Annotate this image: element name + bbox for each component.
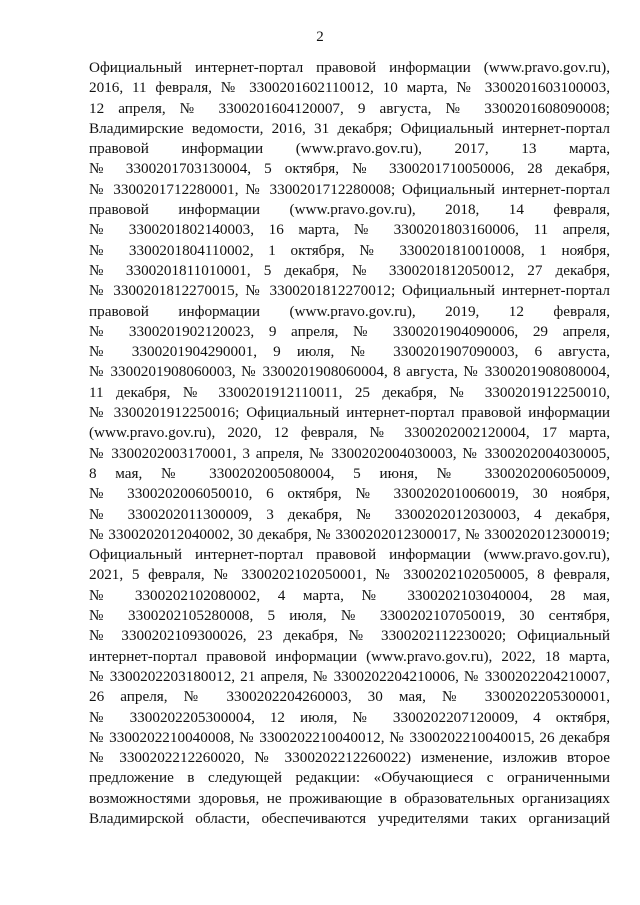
text-line: Официальный интернет-портал правовой информации (www.pravo.gov.ru), <box>89 59 610 76</box>
text-line: № 3300201904290001, 9 июля, № 3300201907090003, 6 августа, <box>89 343 610 361</box>
text-line: № 3300201802140003, 16 марта, № 3300201803160006, 11 апреля, <box>89 221 610 239</box>
text-line: 2016, 11 февраля, № 3300201602110012, 10 марта, № 3300201603100003, <box>89 79 610 97</box>
text-line: интернет-портал правовой информации (www.pravo.gov.ru), 2022, 18 марта, <box>89 647 610 665</box>
text-line: № 3300201902120023, 9 апреля, № 3300201904090006, 29 апреля, <box>89 322 610 340</box>
text-line: № 3300201912250016; Официальный интернет-портал правовой информации <box>89 404 610 422</box>
text-line: Владимирской области, обеспечиваются учредителями таких организаций <box>89 809 610 827</box>
text-line: № 3300201703130004, 5 октября, № 3300201710050006, 28 декабря, <box>89 160 610 178</box>
text-line: № 3300202212260020, № 3300202212260022) изменение, изложив второе <box>89 749 610 767</box>
text-line: правовой информации (www.pravo.gov.ru), 2017, 13 марта, <box>89 140 610 158</box>
page-number: 2 <box>316 29 324 45</box>
text-line: правовой информации (www.pravo.gov.ru), 2018, 14 февраля, <box>89 201 610 219</box>
text-line: 2021, 5 февраля, № 3300202102050001, № 3300202102050005, 8 февраля, <box>89 566 610 584</box>
text-line: № 3300201712280001, № 3300201712280008; Официальный интернет-портал <box>89 180 610 198</box>
text-line: Владимирские ведомости, 2016, 31 декабря; Официальный интернет-портал <box>89 119 610 137</box>
text-line: № 3300201804110002, 1 октября, № 3300201810010008, 1 ноября, <box>89 241 610 259</box>
text-line: 8 мая, № 3300202005080004, 5 июня, № 3300202006050009, <box>89 464 610 482</box>
text-line: предложение в следующей редакции: «Обучающиеся с ограниченными <box>89 769 610 787</box>
text-line: № 3300202006050010, 6 октября, № 3300202010060019, 30 ноября, <box>89 485 610 503</box>
text-line: № 3300202003170001, 3 апреля, № 3300202004030003, № 3300202004030005, <box>89 444 610 462</box>
text-line: 11 декабря, № 3300201912110011, 25 декабря, № 3300201912250010, <box>89 383 610 401</box>
text-line: № 3300202105280008, 5 июля, № 3300202107050019, 30 сентября, <box>89 607 610 625</box>
text-line: № 3300202109300026, 23 декабря, № 3300202112230020; Официальный <box>89 627 610 645</box>
text-line: 12 апреля, № 3300201604120007, 9 августа, № 3300201608090008; <box>89 99 610 117</box>
text-line: № 3300201811010001, 5 декабря, № 3300201812050012, 27 декабря, <box>89 261 610 279</box>
text-line: правовой информации (www.pravo.gov.ru), 2019, 12 февраля, <box>89 302 610 320</box>
text-line: № 3300202205300004, 12 июля, № 3300202207120009, 4 октября, <box>89 708 610 726</box>
text-line: Официальный интернет-портал правовой информации (www.pravo.gov.ru), <box>89 546 610 564</box>
text-line: № 3300202012040002, 30 декабря, № 3300202012300017, № 3300202012300019; <box>89 525 610 543</box>
text-line: № 3300201908060003, № 3300201908060004, 8 августа, № 3300201908080004, <box>89 363 610 381</box>
text-line: № 3300202011300009, 3 декабря, № 3300202012030003, 4 декабря, <box>89 505 610 523</box>
text-line: № 3300202210040008, № 3300202210040012, № 3300202210040015, 26 декабря <box>89 728 610 746</box>
text-line: № 3300201812270015, № 3300201812270012; Официальный интернет-портал <box>89 282 610 300</box>
text-line: № 3300202102080002, 4 марта, № 3300202103040004, 28 мая, <box>89 586 610 604</box>
text-line: (www.pravo.gov.ru), 2020, 12 февраля, № 3300202002120004, 17 марта, <box>89 424 610 442</box>
text-line: 26 апреля, № 3300202204260003, 30 мая, № 3300202205300001, <box>89 688 610 706</box>
document-body-text <box>89 58 610 829</box>
text-line: № 3300202203180012, 21 апреля, № 3300202204210006, № 3300202204210007, <box>89 667 610 685</box>
text-line: возможностями здоровья, не проживающие в образовательных организациях <box>89 789 610 807</box>
